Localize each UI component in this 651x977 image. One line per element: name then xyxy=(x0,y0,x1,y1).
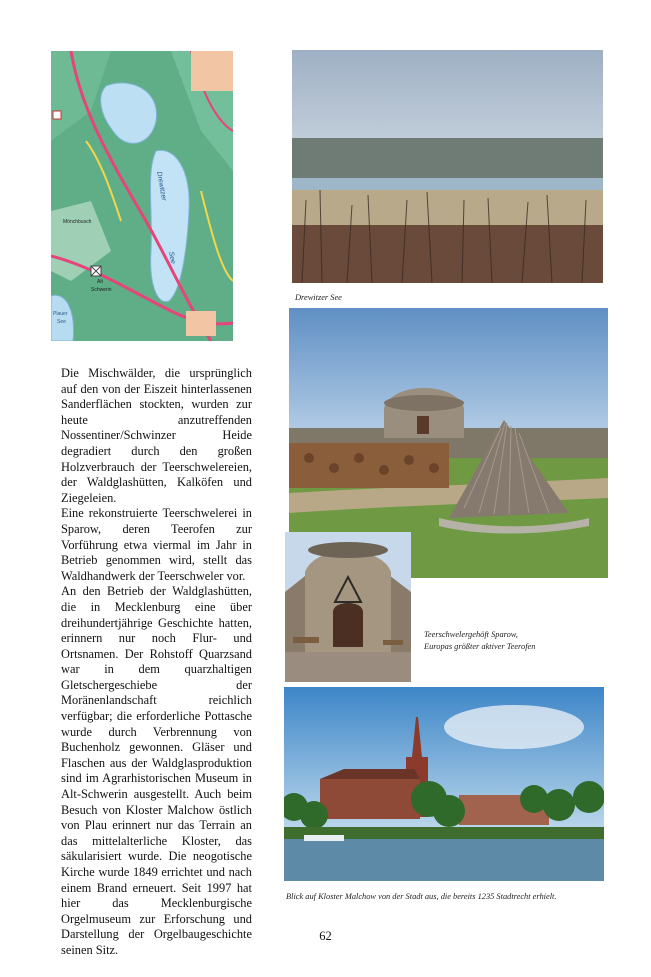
map-label-lake-2: See xyxy=(167,251,177,265)
lake-photo xyxy=(292,50,603,283)
caption-tar-line-2: Europas größter aktiver Teerofen xyxy=(424,642,536,651)
map-photo xyxy=(51,51,233,341)
map-label-place-1: Mönchbusch xyxy=(63,219,92,225)
paragraph-3: An den Betrieb der Waldglashütten, die in Mecklenburg eine über dreihundertjährige Geschichte hatten, erinnern nur noch Flur- und Ortsnamen. Der Rohstoff Quarzsand war in dem quarzhaltigen Gletschergeschiebe der Moränenlandschaft reichlich verfügbar; die erforderliche Pottasche wurde durch Verbrennung von Buchenholz gewonnen. Gläser und Flaschen aus der Waldglasproduktion sind im Agrarhistorischen Museum in Alt-Schwerin ausgestellt. Auch beim Besuch von Kloster Malchow östlich von Plau erinnert nur das Terrain an das mittelalterliche Kloster, das säkularisiert wurde. Die neogotische Kirche wurde 1849 errichtet und nach einem Brand erneuert. Seit 1997 hat hier das Mecklenburgische Orgelmuseum zur Erforschung und Darstellung der Orgelbaugeschichte seinen Sitz. xyxy=(61,584,252,957)
caption-tar-line-1: Teerschwelergehöft Sparow, xyxy=(424,630,518,639)
caption-lake: Drewitzer See xyxy=(295,293,342,302)
map-label-lake-1: Drewitzer xyxy=(155,171,168,202)
body-text xyxy=(61,366,252,959)
malchow-photo xyxy=(284,687,604,881)
map-label-place-2: Alt xyxy=(97,279,103,285)
map-label-lake-4: See xyxy=(57,319,66,325)
paragraph-2: Eine rekonstruierte Teerschwelerei in Sparow, deren Teerofen zur Vorführung etwa viermal im Jahr in Betrieb genommen wird, stellt das Waldhandwerk der Teerschweler vor. xyxy=(61,506,252,583)
map-label-lake-3: Plauer xyxy=(53,311,68,317)
caption-malchow: Blick auf Kloster Malchow von der Stadt aus, die bereits 1235 Stadtrecht erhielt. xyxy=(286,892,557,901)
map-label-place-3: Schwerin xyxy=(91,287,112,293)
oven-entrance-photo xyxy=(285,532,411,682)
paragraph-1: Die Mischwälder, die ursprünglich auf den von der Eiszeit hinterlassenen Sanderflächen stockten, wurden zur heute anzutreffenden Nossentiner/Schwinzer Heide degradiert durch den großen Holzverbrauch der Teerschwelereien, der Waldglashütten, Kalköfen und Ziegeleien. xyxy=(61,366,252,505)
page-number: 62 xyxy=(319,929,332,943)
